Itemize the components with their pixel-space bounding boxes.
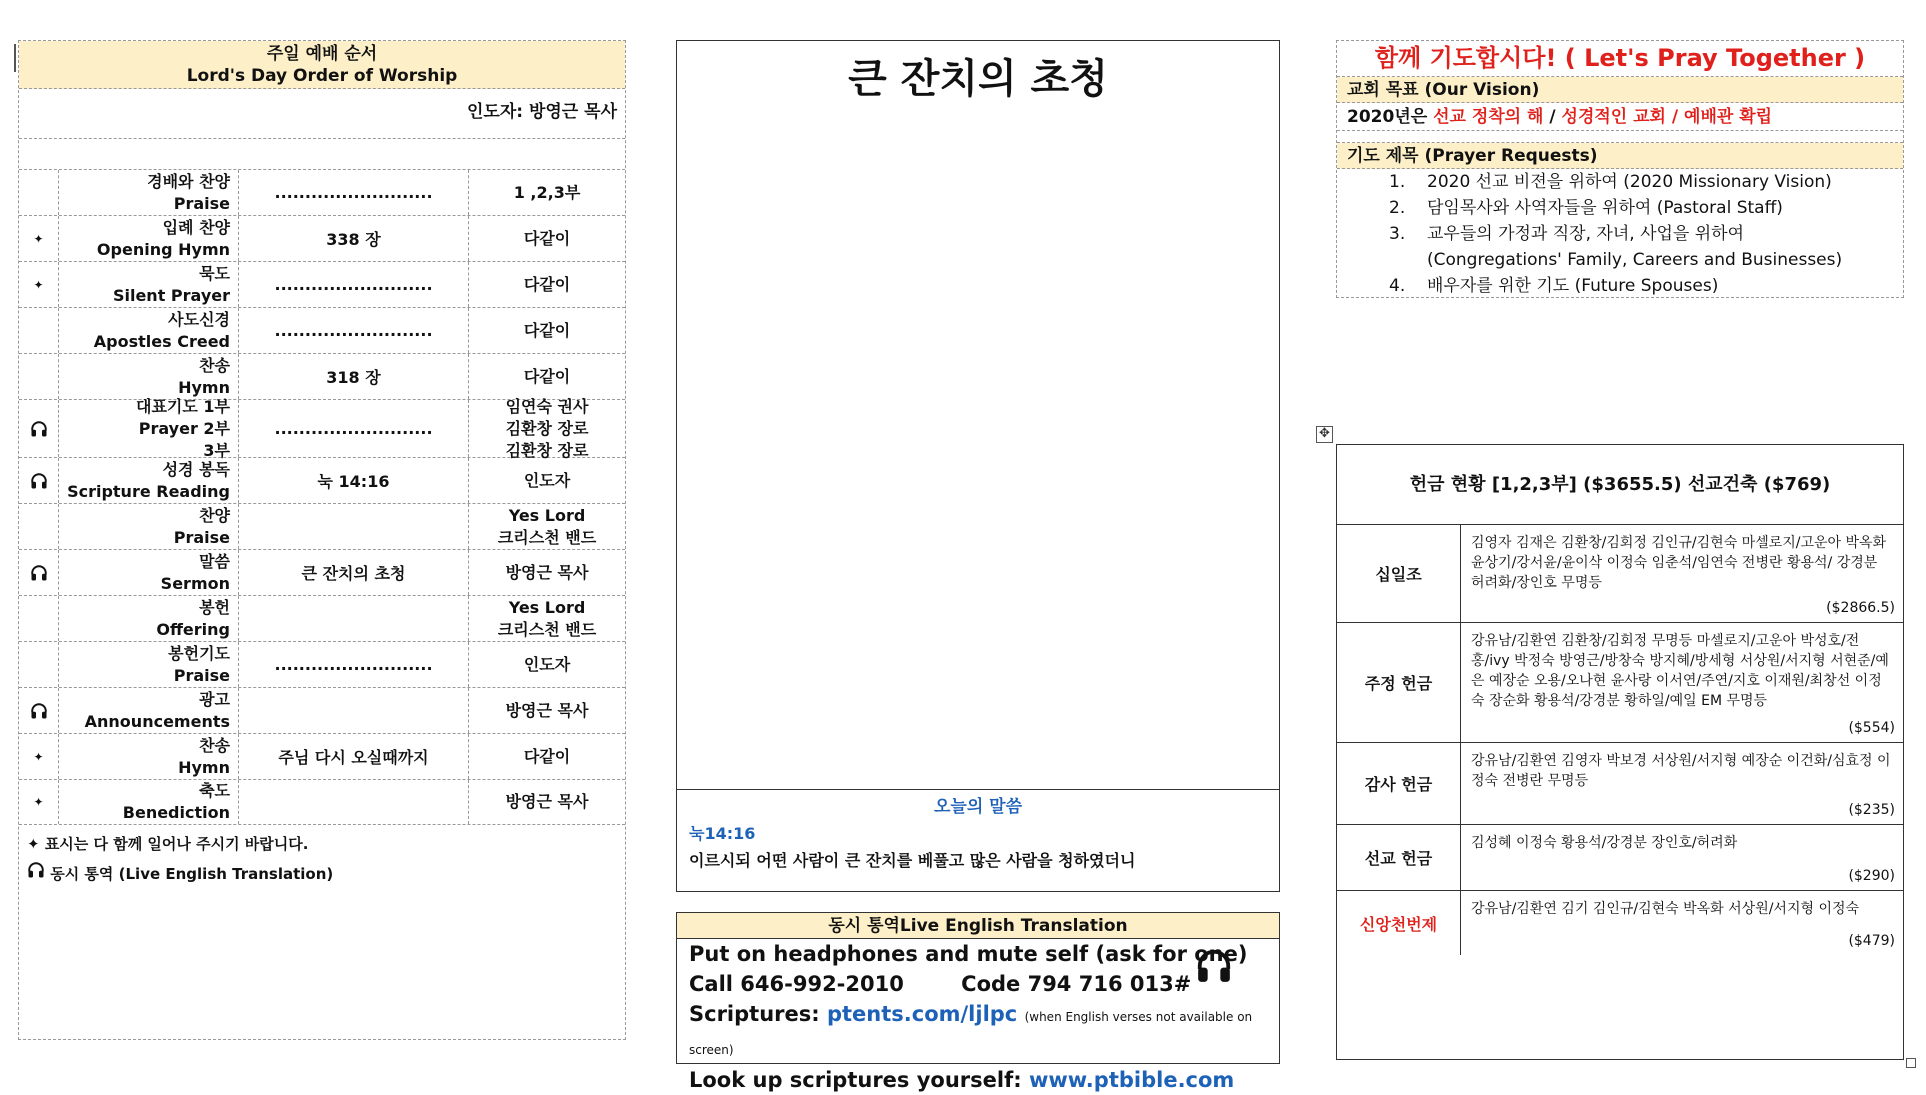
item-name-ko: 광고 [199,689,230,709]
todays-word-text: 이르시되 어떤 사람이 큰 잔치를 베풀고 많은 사람을 청하였더니 [689,851,1136,870]
todays-word-heading: 오늘의 말씀 [933,797,1023,817]
worship-header [19,41,625,89]
offering-amount: ($554) [1848,720,1895,736]
worship-row [19,641,625,687]
vision-separator: / [1549,107,1562,127]
item-name-ko: 입례 찬양 [162,217,230,237]
worship-rows [19,169,625,825]
item-name-ko: 찬송 [199,355,230,375]
worship-item-leader [469,354,625,399]
offering-row [1337,891,1903,955]
translation-heading: 동시 통역Live English Translation [677,913,1279,939]
translation-lookup [677,1065,1279,1095]
request-number: 1. [1389,172,1406,192]
worship-item-leader [469,596,625,641]
worship-row [19,779,625,825]
item-name-ko: 찬양 [199,505,230,525]
todays-word-reference: 눅14:16 [689,824,756,843]
worship-item-detail: 318 장 [239,354,469,399]
offering-type: 감사 헌금 [1337,743,1461,824]
sermon-box [676,40,1280,892]
worship-item-detail: .......................... [239,262,469,307]
worship-item-leader [469,642,625,687]
worship-row [19,595,625,641]
worship-item-name [59,780,239,824]
leader-line: 다같이 [523,320,571,340]
worship-row [19,261,625,307]
offering-row [1337,525,1903,623]
requests-heading: 기도 제목 (Prayer Requests) [1337,143,1903,169]
lookup-link[interactable]: www.ptbible.com [1028,1068,1235,1092]
worship-title-en: Lord's Day Order of Worship [186,66,458,86]
prayer-request [1389,169,1903,195]
worship-item-name [59,734,239,779]
worship-item-name [59,308,239,353]
prayer-request [1389,273,1903,299]
icon-cell [19,308,59,353]
offering-names [1461,825,1903,890]
offering-amount: ($290) [1848,868,1895,884]
item-name-ko: 사도신경 [168,309,230,329]
leader-line: 임연숙 권사 [505,396,589,416]
worship-row [19,457,625,503]
icon-cell [19,504,59,549]
worship-item-name [59,216,239,261]
worship-item-name [59,458,239,503]
request-text: 배우자를 위한 기도 (Future Spouses) [1427,276,1719,296]
item-name-en: Hymn [178,377,230,397]
item-name-ko: 경배와 찬양 [147,171,230,191]
offering-row [1337,743,1903,825]
worship-item-name [59,688,239,733]
leader-line: 크리스천 밴드 [497,527,597,547]
prayer-request [1389,221,1903,247]
stand-icon: ✦ [19,216,59,261]
leader-line: 다같이 [523,366,571,386]
offering-table [1336,444,1904,1060]
item-name-en: Scripture Reading [67,481,230,501]
offering-heading: 헌금 현황 [1,2,3부] ($3655.5) 선교건축 ($769) [1337,445,1903,525]
item-name-ko: 봉헌 [199,597,230,617]
worship-item-detail [239,688,469,733]
worship-item-detail: .......................... [239,170,469,215]
note-translation [27,859,617,889]
worship-row [19,353,625,399]
scriptures-label: Scriptures: [689,1002,827,1026]
worship-item-name [59,596,239,641]
prayer-title: 함께 기도합시다! ( Let's Pray Together ) [1337,41,1903,77]
worship-item-leader [469,550,625,595]
worship-leader: 인도자: 방영근 목사 [19,89,625,139]
leader-line: 김환창 장로 [505,440,589,460]
offering-names [1461,743,1903,824]
vision-item-2: 성경적인 교회 [1561,107,1666,127]
translation-box [676,912,1280,1092]
worship-item-leader [469,308,625,353]
worship-row [19,396,625,460]
donor-names: 강유남/김환연 김영자 박보경 서상원/서지형 예장순 이건화/심효정 이정숙 전병란 무명등 [1471,753,1891,789]
stand-icon: ✦ [19,262,59,307]
request-number: 2. [1389,198,1406,218]
translation-phone [677,969,1279,999]
donor-names: 강유남/김환연 김환창/김회정 무명등 마셀로지/고운아 박성호/전홍/ivy 박정숙 방영근/방창숙 방지혜/방세형 서상원/서지형 서현준/예은 예장순 오용/오나현 윤사랑 이서연/주연/지호 이재원/최창선 이정숙 장순화 황용석/강경분 황하일/예일 EM 무명등 [1471,633,1889,709]
worship-item-leader [469,780,625,824]
worship-item-name [59,550,239,595]
worship-item-name [59,354,239,399]
leader-line: 1 ,2,3부 [513,182,581,202]
leader-line: 인도자 [523,654,571,674]
item-name-en: Praise [173,665,230,685]
worship-row [19,687,625,733]
item-name-ko: 봉헌기도 [168,643,230,663]
worship-row [19,733,625,779]
donor-names: 김영자 김재은 김환창/김회정 김인규/김현숙 마셀로지/고운아 박옥화 윤상기/강서윤/윤이삭 이정숙 임춘석/임연숙 전병란 황용석/ 강경분 허려화/장인호 무명등 [1471,535,1887,591]
leader-line: 다같이 [523,746,571,766]
item-name-en: Benediction [122,803,230,822]
item-name-en: Praise [173,193,230,213]
leader-line: 방영근 목사 [505,562,589,582]
item-name-en: Opening Hymn [96,239,230,259]
item-name-en: Announcements [84,711,230,731]
todays-word [677,789,1279,891]
scriptures-note: (when English verses not available on screen) [689,1010,1253,1057]
worship-item-detail: 눅 14:16 [239,458,469,503]
item-name-ko: 축도 [199,781,230,800]
worship-item-leader [469,458,625,503]
table-move-handle[interactable]: ✥ [1316,426,1333,443]
item-name-ko: 찬송 [199,735,230,755]
offering-names [1461,623,1903,742]
request-text: 담임목사와 사역자들을 위하여 (Pastoral Staff) [1427,198,1783,218]
prayer-request [1389,195,1903,221]
headphones-icon [27,865,45,883]
worship-item-leader [469,734,625,779]
worship-item-detail [239,596,469,641]
item-name-en: Apostles Creed [93,331,230,351]
vision-heading: 교회 목표 (Our Vision) [1337,77,1903,103]
leader-line: 방영근 목사 [505,700,589,720]
worship-item-leader [469,216,625,261]
leader-line: Yes Lord [508,505,586,525]
offering-row [1337,825,1903,891]
stand-icon: ✦ [19,734,59,779]
icon-cell [19,354,59,399]
offering-rows [1337,525,1903,955]
lookup-label: Look up scriptures yourself: [689,1068,1029,1092]
leader-line: 인도자 [523,470,571,490]
icon-cell [19,170,59,215]
translation-code: Code 794 716 013# [961,972,1192,996]
worship-item-leader [469,504,625,549]
leader-line: 김환창 장로 [505,418,589,438]
worship-item-detail: 338 장 [239,216,469,261]
worship-item-detail: 주님 다시 오실때까지 [239,734,469,779]
worship-notes [19,825,625,893]
worship-item-leader [469,396,625,460]
translation-scriptures [677,999,1279,1065]
margin-marker [14,44,16,72]
worship-item-detail [239,504,469,549]
worship-item-leader [469,688,625,733]
icon-cell [19,642,59,687]
note-stand [27,829,617,859]
worship-item-name [59,504,239,549]
offering-row [1337,623,1903,743]
worship-item-name [59,170,239,215]
leader-line: Yes Lord [508,597,586,617]
prayer-request-list [1337,169,1903,299]
vision-item-3: 예배관 확립 [1684,107,1773,127]
headphones-icon [19,550,59,595]
stand-icon: ✦ [27,835,40,853]
request-number: 4. [1389,276,1406,296]
vision-separator: / [1671,107,1679,127]
translation-instructions: Put on headphones and mute self (ask for one) [689,942,1248,966]
donor-names: 김성혜 이정숙 황용석/강경분 장인호/허려화 [1471,835,1738,851]
leader-line: 크리스천 밴드 [497,619,597,639]
note-stand-text: 표시는 다 함께 일어나 주시기 바랍니다. [44,835,309,853]
worship-row [19,169,625,215]
worship-item-name [59,642,239,687]
translation-call: Call 646-992-2010 [689,972,904,996]
note-translation-text: 동시 통역 (Live English Translation) [50,865,334,883]
worship-item-detail: .......................... [239,308,469,353]
leader-line: 다같이 [523,228,571,248]
icon-cell [19,596,59,641]
scriptures-link[interactable]: ptents.com/ljlpc [826,1002,1018,1026]
offering-amount: ($235) [1848,802,1895,818]
item-name-en: Hymn [178,757,230,777]
worship-item-detail [239,780,469,824]
worship-row [19,307,625,353]
request-text: 2020 선교 비젼을 위하여 (2020 Missionary Vision) [1427,172,1832,192]
worship-item-name [59,396,239,460]
worship-item-detail: .......................... [239,642,469,687]
request-text-continued: (Congregations' Family, Careers and Businesses) [1427,250,1843,270]
worship-row [19,215,625,261]
leader-line: 방영근 목사 [505,792,589,811]
sermon-title: 큰 잔치의 초청 [848,56,1108,102]
offering-type: 신앙천번제 [1337,891,1461,955]
worship-item-leader [469,262,625,307]
item-name-ko: 말씀 [199,551,230,571]
offering-names [1461,891,1903,955]
vision-prefix: 2020년은 [1347,107,1434,127]
item-name-en: Praise [173,527,230,547]
offering-type: 선교 헌금 [1337,825,1461,890]
page-corner-marker [1906,1058,1916,1068]
offering-amount: ($2866.5) [1826,600,1895,616]
item-name-en: Sermon [160,573,230,593]
request-text: 교우들의 가정과 직장, 자녀, 사업을 위하여 [1427,224,1745,244]
item-name-en: Silent Prayer [112,285,230,305]
headphones-icon [1195,947,1233,989]
worship-row [19,503,625,549]
item-name-en: 3부 [203,440,230,460]
vision-statement [1337,103,1903,131]
offering-names [1461,525,1903,622]
worship-item-leader [469,170,625,215]
donor-names: 강유남/김환연 김기 김인규/김현숙 박옥화 서상원/서지형 이정숙 [1471,901,1860,917]
vision-item-1: 선교 정착의 해 [1433,107,1544,127]
worship-item-detail: 큰 잔치의 초청 [239,550,469,595]
offering-amount: ($479) [1848,933,1895,949]
headphones-icon [19,688,59,733]
stand-icon: ✦ [19,780,59,824]
offering-type: 십일조 [1337,525,1461,622]
headphones-icon [19,458,59,503]
worship-row [19,549,625,595]
item-name-ko: 성경 봉독 [162,459,230,479]
worship-item-name [59,262,239,307]
item-name-en: Prayer 2부 [138,418,230,438]
request-number: 3. [1389,224,1406,244]
headphones-icon [19,400,59,457]
item-name-ko: 묵도 [199,263,230,283]
offering-type: 주정 헌금 [1337,623,1461,742]
order-of-worship [18,40,626,1040]
worship-item-detail: .......................... [239,400,469,457]
prayer-box [1336,40,1904,298]
item-name-ko: 대표기도 1부 [136,396,230,416]
leader-line: 다같이 [523,274,571,294]
worship-title-ko: 주일 예배 순서 [266,44,378,64]
item-name-en: Offering [156,619,230,639]
